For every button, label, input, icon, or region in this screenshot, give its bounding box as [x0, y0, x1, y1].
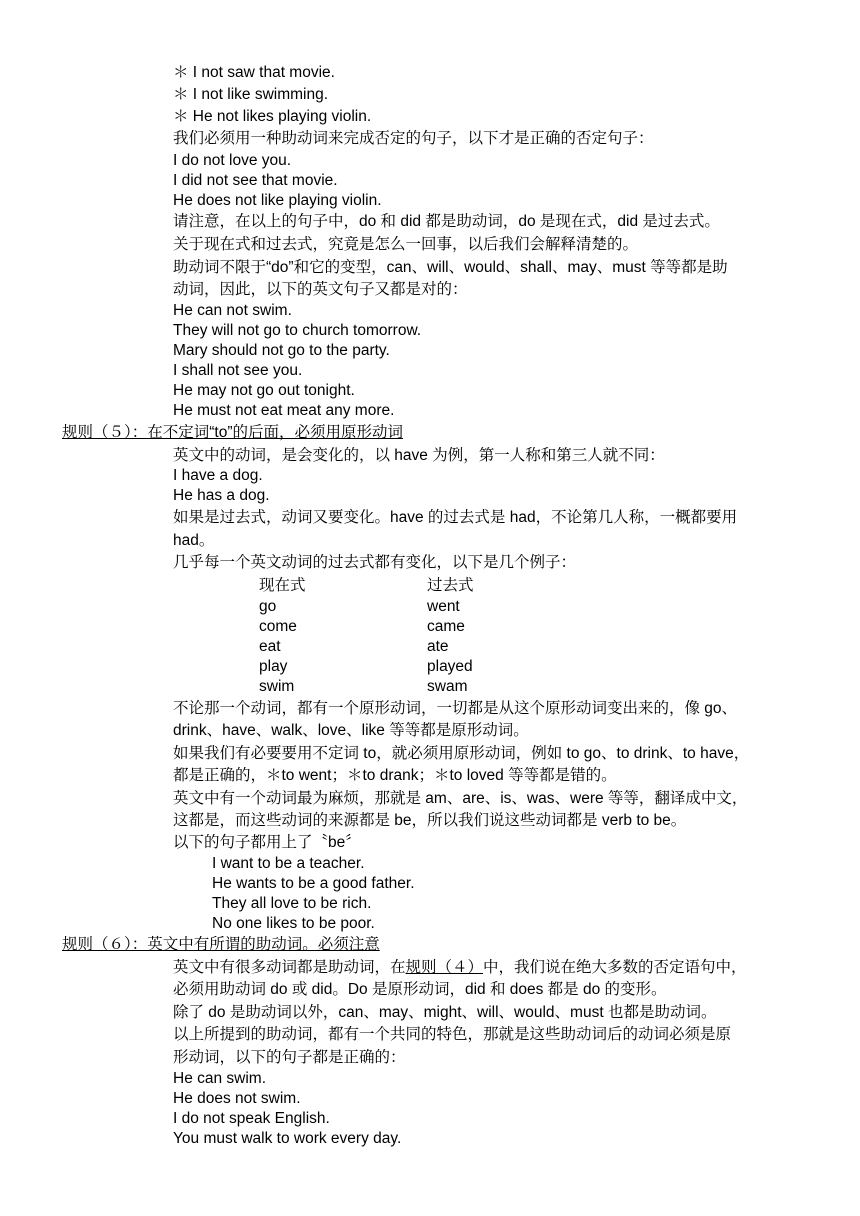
text-span: 中，我们说在绝大多数的否定语句中，	[483, 959, 747, 976]
example-sentence: He has a dog.	[173, 487, 270, 504]
paragraph-line: 以上所提到的助动词，都有一个共同的特色，那就是这些助动词后的动词必须是原	[173, 1026, 732, 1043]
example-sentence: He does not like playing violin.	[173, 192, 382, 209]
example-sentence: I did not see that movie.	[173, 172, 338, 189]
rule-6-heading: 规则（６）：英文中有所谓的助动词。必须注意	[62, 936, 380, 953]
paragraph-line: 形动词，以下的句子都是正确的：	[173, 1049, 406, 1066]
example-sentence: He does not swim.	[173, 1090, 301, 1107]
table-cell-present: swim	[259, 678, 295, 695]
paragraph-line: had。	[173, 532, 215, 549]
paragraph-line: 英文中的动词，是会变化的，以 have 为例，第一人称和第三人就不同：	[173, 447, 665, 464]
table-cell-present: go	[259, 598, 277, 615]
be-example: I want to be a teacher.	[212, 855, 365, 872]
paragraph-line: 关于现在式和过去式，究竟是怎么一回事，以后我们会解释清楚的。	[173, 236, 639, 253]
table-cell-past: swam	[427, 678, 468, 695]
rule-4-reference: 规则（４）	[405, 959, 484, 976]
example-sentence: I do not speak English.	[173, 1110, 330, 1127]
table-cell-present: eat	[259, 638, 281, 655]
table-cell-present: come	[259, 618, 297, 635]
bad-example-3: ＊ He not likes playing violin.	[173, 108, 372, 125]
paragraph-line: 以下的句子都用上了〝be〞	[173, 834, 361, 851]
table-cell-past: played	[427, 658, 473, 675]
paragraph-line	[173, 958, 747, 978]
example-sentence: He may not go out tonight.	[173, 382, 355, 399]
paragraph-line: 动词，因此，以下的英文句子又都是对的：	[173, 281, 468, 298]
bad-example-1: ＊ I not saw that movie.	[173, 64, 335, 81]
example-sentence: I have a dog.	[173, 467, 263, 484]
table-cell-past: came	[427, 618, 465, 635]
text-span: 英文中有很多动词都是助动词，在	[173, 959, 406, 976]
paragraph-line: 如果我们有必要要用不定词 to，就必须用原形动词，例如 to go、to drink、to have，	[173, 745, 750, 762]
bad-example-2: ＊ I not like swimming.	[173, 86, 329, 103]
paragraph-line: 我们必须用一种助动词来完成否定的句子，以下才是正确的否定句子：	[173, 130, 654, 147]
example-sentence: I shall not see you.	[173, 362, 303, 379]
paragraph-line: 除了 do 是助动词以外，can、may、might、will、would、must 也都是助动词。	[173, 1004, 717, 1021]
table-cell-past: ate	[427, 638, 449, 655]
paragraph-line: 都是正确的，＊to went；＊to drank；＊to loved 等等都是错的。	[173, 767, 617, 784]
table-header-past: 过去式	[427, 577, 474, 594]
rule-5-heading: 规则（５）：在不定词“to”的后面，必须用原形动词	[62, 424, 404, 441]
table-cell-past: went	[427, 598, 460, 615]
paragraph-line: 必须用助动词 do 或 did。Do 是原形动词，did 和 does 都是 do 的变形。	[173, 981, 667, 998]
be-example: He wants to be a good father.	[212, 875, 415, 892]
example-sentence: He can swim.	[173, 1070, 267, 1087]
example-sentence: They will not go to church tomorrow.	[173, 322, 422, 339]
example-sentence: He can not swim.	[173, 302, 292, 319]
paragraph-line: 请注意，在以上的句子中，do 和 did 都是助动词，do 是现在式，did 是过去式。	[173, 213, 720, 230]
paragraph-line: 几乎每一个英文动词的过去式都有变化，以下是几个例子：	[173, 554, 577, 571]
example-sentence: Mary should not go to the party.	[173, 342, 390, 359]
be-example: No one likes to be poor.	[212, 915, 375, 932]
paragraph-line: 这都是，而这些动词的来源都是 be，所以我们说这些动词都是 verb to be。	[173, 812, 687, 829]
be-example: They all love to be rich.	[212, 895, 372, 912]
paragraph-line: 不论那一个动词，都有一个原形动词，一切都是从这个原形动词变出来的，像 go、	[173, 700, 738, 717]
paragraph-line: 如果是过去式，动词又要变化。have 的过去式是 had，不论第几人称，一概都要用	[173, 509, 738, 526]
paragraph-line: drink、have、walk、love、like 等等都是原形动词。	[173, 722, 529, 739]
example-sentence: He must not eat meat any more.	[173, 402, 395, 419]
example-sentence: I do not love you.	[173, 152, 292, 169]
paragraph-line: 助动词不限于“do”和它的变型，can、will、would、shall、may、must 等等都是助	[173, 259, 728, 276]
paragraph-line: 英文中有一个动词最为麻烦，那就是 am、are、is、was、were 等等，翻译成中文，	[173, 790, 748, 807]
table-header-present: 现在式	[259, 577, 306, 594]
table-cell-present: play	[259, 658, 288, 675]
example-sentence: You must walk to work every day.	[173, 1130, 402, 1147]
